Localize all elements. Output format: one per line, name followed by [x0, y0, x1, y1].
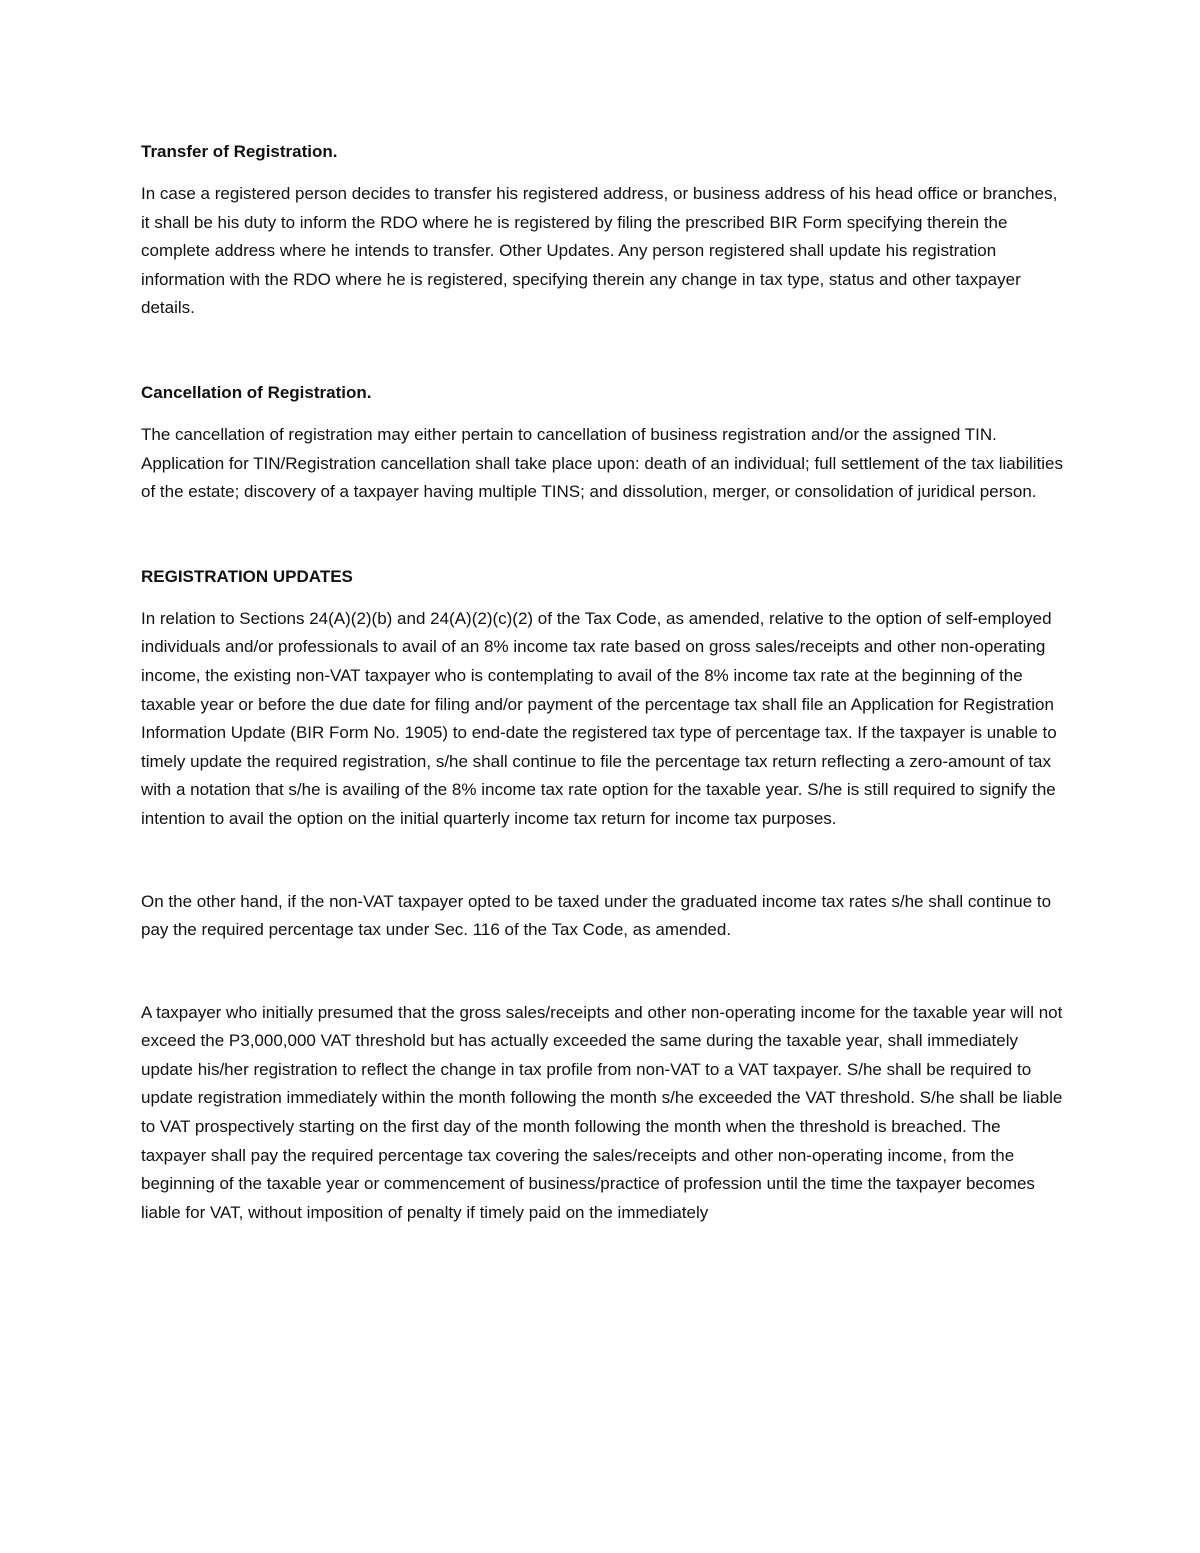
heading-registration-updates: REGISTRATION UPDATES — [141, 566, 353, 586]
paragraph-cancellation-of-registration: The cancellation of registration may either pertain to cancellation of business registration and/or the assigned TIN. Application for TIN/Registration cancellation shall take place upon: death of an individual; full settlement of the tax liabilities of the estate; discovery of a taxpayer having multiple TINS; and dissolution, merger, or consolidation of juridical person. — [141, 424, 1063, 502]
paragraph-registration-updates-graduated-rates: On the other hand, if the non-VAT taxpayer opted to be taxed under the graduated income tax rates s/he shall continue to pay the required percentage tax under Sec. 116 of the Tax Code, as amended. — [141, 891, 1052, 940]
heading-transfer-of-registration: Transfer of Registration. — [141, 142, 338, 161]
heading-cancellation-of-registration: Cancellation of Registration. — [141, 382, 372, 402]
paragraph-transfer-of-registration: In case a registered person decides to transfer his registered address, or business address of his head office or branches, it shall be his duty to inform the RDO where he is registered by filing the prescribed BIR Form specifying therein the complete address where he intends to transfer. Other Updates. Any person registered shall update his registration information with the RDO where he is registered, specifying therein any change in tax type, status and other taxpayer details. — [141, 184, 1058, 318]
paragraph-registration-updates-8-percent: In relation to Sections 24(A)(2)(b) and 24(A)(2)(c)(2) of the Tax Code, as amended, relative to the option of self-employed individuals and/or professionals to avail of an 8% income tax rate based on gross sales/receipts and other non-operating income, the existing non-VAT taxpayer who is contemplating to avail of the 8% income tax rate at the beginning of the taxable year or before the due date for filing and/or payment of the percentage tax shall file an Application for Registration Information Update (BIR Form No. 1905) to end-date the registered tax type of percentage tax. If the taxpayer is unable to timely update the required registration, s/he shall continue to file the percentage tax return reflecting a zero-amount of tax with a notation that s/he is availing of the 8% income tax rate option for the taxable year. S/he is still required to signify the intention to avail the option on the initial quarterly income tax return for income tax purposes. — [141, 608, 1057, 828]
paragraph-registration-updates-vat-threshold: A taxpayer who initially presumed that the gross sales/receipts and other non-operating income for the taxable year will not exceed the P3,000,000 VAT threshold but has actually exceeded the same during the taxable year, shall immediately update his/her registration to reflect the change in tax profile from non-VAT to a VAT taxpayer. S/he shall be required to update registration immediately within the month following the month s/he exceeded the VAT threshold. S/he shall be liable to VAT prospectively starting on the first day of the month following the month when the threshold is breached. The taxpayer shall pay the required percentage tax covering the sales/receipts and other non-operating income, from the beginning of the taxable year or commencement of business/practice of profession until the time the taxpayer becomes liable for VAT, without imposition of penalty if timely paid on the immediately — [141, 1002, 1063, 1222]
document-page — [141, 138, 1066, 1227]
